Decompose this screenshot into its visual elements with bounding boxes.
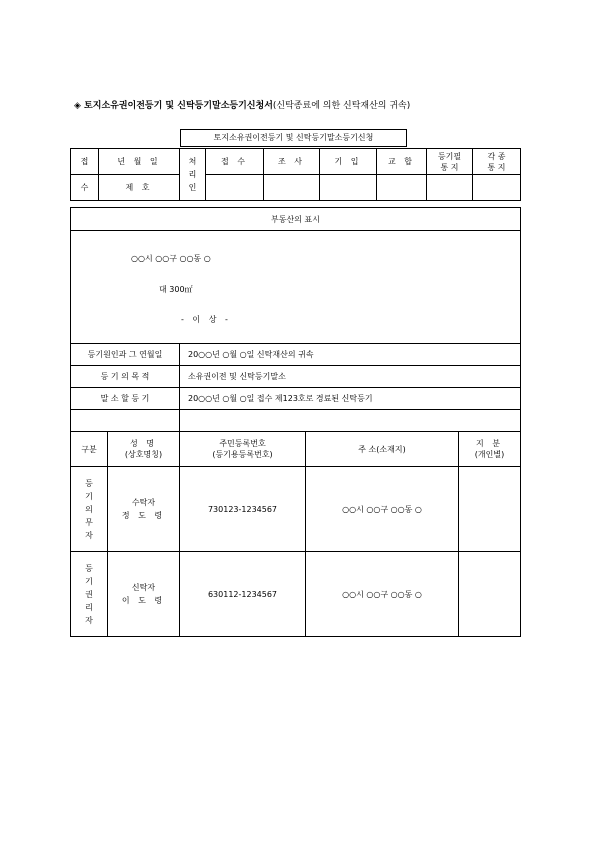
col-completion-notice: 등기필 통 지 bbox=[427, 149, 473, 175]
obligor-name[interactable]: 수탁자 정 도 령 bbox=[108, 467, 180, 552]
document-title bbox=[74, 98, 410, 111]
col-receipt: 접 수 bbox=[206, 149, 264, 175]
obligor-role: 등 기 의 무 자 bbox=[71, 467, 108, 552]
receipt-date-label: 년 월 일 bbox=[99, 149, 180, 175]
property-header: 부동산의 표시 bbox=[71, 208, 521, 231]
col-check: 교 합 bbox=[377, 149, 427, 175]
cell-review-stamp[interactable] bbox=[264, 175, 320, 201]
info-label-purpose: 등 기 의 목 적 bbox=[71, 366, 180, 388]
obligee-address[interactable]: ○○시 ○○구 ○○동 ○ bbox=[306, 552, 459, 637]
obligee-role: 등 기 권 리 자 bbox=[71, 552, 108, 637]
cell-check-stamp[interactable] bbox=[377, 175, 427, 201]
processor-label: 처 리 인 bbox=[180, 149, 206, 201]
obligee-name[interactable]: 신탁자 이 도 령 bbox=[108, 552, 180, 637]
party-header-gubun: 구분 bbox=[71, 432, 108, 467]
info-label-empty bbox=[71, 410, 180, 432]
receipt-jeop-label: 접 bbox=[71, 149, 99, 175]
info-label-cancel: 말 소 할 등 기 bbox=[71, 388, 180, 410]
party-header-share: 지 분 (개인별) bbox=[459, 432, 521, 467]
title-main: ◈ 토지소유권이전등기 및 신탁등기말소등기신청서 bbox=[74, 101, 273, 111]
obligor-regno[interactable]: 730123-1234567 bbox=[180, 467, 306, 552]
party-header-regno: 주민등록번호 (등기용등록번호) bbox=[180, 432, 306, 467]
property-address: ○○시 ○○구 ○○동 ○ bbox=[131, 254, 211, 263]
info-value-cause[interactable]: 20○○년 ○월 ○일 신탁재산의 귀속 bbox=[180, 344, 521, 366]
col-review: 조 사 bbox=[264, 149, 320, 175]
receipt-no-label: 제 호 bbox=[99, 175, 180, 201]
main-table bbox=[70, 207, 521, 637]
info-value-empty[interactable] bbox=[180, 410, 521, 432]
info-label-cause: 등기원인과 그 연월일 bbox=[71, 344, 180, 366]
property-end: - 이 상 - bbox=[181, 315, 231, 324]
cell-completion-stamp[interactable] bbox=[427, 175, 473, 201]
property-area: 대 300㎡ bbox=[159, 285, 193, 294]
cell-entry-stamp[interactable] bbox=[320, 175, 377, 201]
receipt-table bbox=[70, 148, 521, 201]
application-type-box: 토지소유권이전등기 및 신탁등기말소등기신청 bbox=[180, 129, 407, 147]
col-various-notice: 각 종 통 지 bbox=[473, 149, 521, 175]
party-header-name: 성 명 (상호명칭) bbox=[108, 432, 180, 467]
title-sub: (신탁종료에 의한 신탁재산의 귀속) bbox=[272, 101, 411, 111]
cell-notice-stamp[interactable] bbox=[473, 175, 521, 201]
receipt-su-label: 수 bbox=[71, 175, 99, 201]
cell-receipt-stamp[interactable] bbox=[206, 175, 264, 201]
obligee-share[interactable] bbox=[459, 552, 521, 637]
info-value-purpose[interactable]: 소유권이전 및 신탁등기말소 bbox=[180, 366, 521, 388]
info-value-cancel[interactable]: 20○○년 ○월 ○일 접수 제123호로 경료된 신탁등기 bbox=[180, 388, 521, 410]
obligee-regno[interactable]: 630112-1234567 bbox=[180, 552, 306, 637]
obligor-address[interactable]: ○○시 ○○구 ○○동 ○ bbox=[306, 467, 459, 552]
col-entry: 기 입 bbox=[320, 149, 377, 175]
obligor-share[interactable] bbox=[459, 467, 521, 552]
property-description bbox=[71, 231, 521, 344]
party-header-address: 주 소(소재지) bbox=[306, 432, 459, 467]
